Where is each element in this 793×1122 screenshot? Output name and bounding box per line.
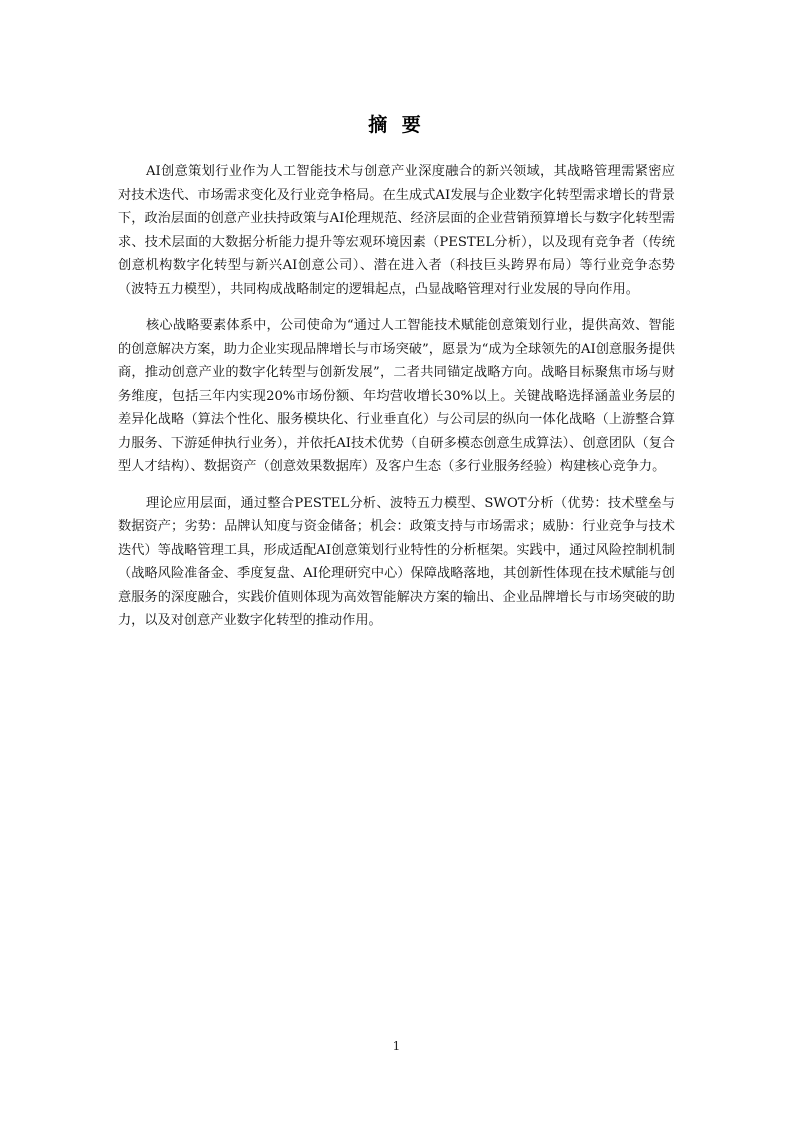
page-number: 1 <box>392 1039 401 1053</box>
abstract-paragraph-core-strategy: 核心战略要素体系中，公司使命为“通过人工智能技术赋能创意策划行业，提供高效、智能的创意解决方案，助力企业实现品牌增长与市场突破”，愿景为“成为全球领先的AI创意服务提供商，推动创意产业的数字化转型与创新发展”，二者共同锚定战略方向。战略目标聚焦市场与财务维度，包括三年内实现20%市场份额、年均营收增长30%以上。关键战略选择涵盖业务层的差异化战略（算法个性化、服务模块化、行业垂直化）与公司层的纵向一体化战略（上游整合算力服务、下游延伸执行业务），并依托AI技术优势（自研多模态创意生成算法）、创意团队（复合型人才结构）、数据资产（创意效果数据库）及客户生态（多行业服务经验）构建核心竞争力。 <box>118 318 675 474</box>
abstract-body <box>118 160 675 646</box>
abstract-paragraph-background: AI创意策划行业作为人工智能技术与创意产业深度融合的新兴领域，其战略管理需紧密应对技术迭代、市场需求变化及行业竞争格局。在生成式AI发展与企业数字化转型需求增长的背景下，政治层面的创意产业扶持政策与AI伦理规范、经济层面的企业营销预算增长与数字化转型需求、技术层面的大数据分析能力提升等宏观环境因素（PESTEL分析），以及现有竞争者（传统创意机构数字化转型与新兴AI创意公司）、潜在进入者（科技巨头跨界布局）等行业竞争态势（波特五力模型），共同构成战略制定的逻辑起点，凸显战略管理对行业发展的导向作用。 <box>118 164 675 297</box>
abstract-paragraph-theory-application: 理论应用层面，通过整合PESTEL分析、波特五力模型、SWOT分析（优势：技术壁垒与数据资产；劣势：品牌认知度与资金储备；机会：政策支持与市场需求；威胁：行业竞争与技术迭代）等战略管理工具，形成适配AI创意策划行业特性的分析框架。实践中，通过风险控制机制（战略风险准备金、季度复盘、AI伦理研究中心）保障战略落地，其创新性体现在技术赋能与创意服务的深度融合，实践价值则体现为高效智能解决方案的输出、企业品牌增长与市场突破的助力，以及对创意产业数字化转型的推动作用。 <box>118 495 675 628</box>
abstract-title: 摘 要 <box>368 114 425 136</box>
